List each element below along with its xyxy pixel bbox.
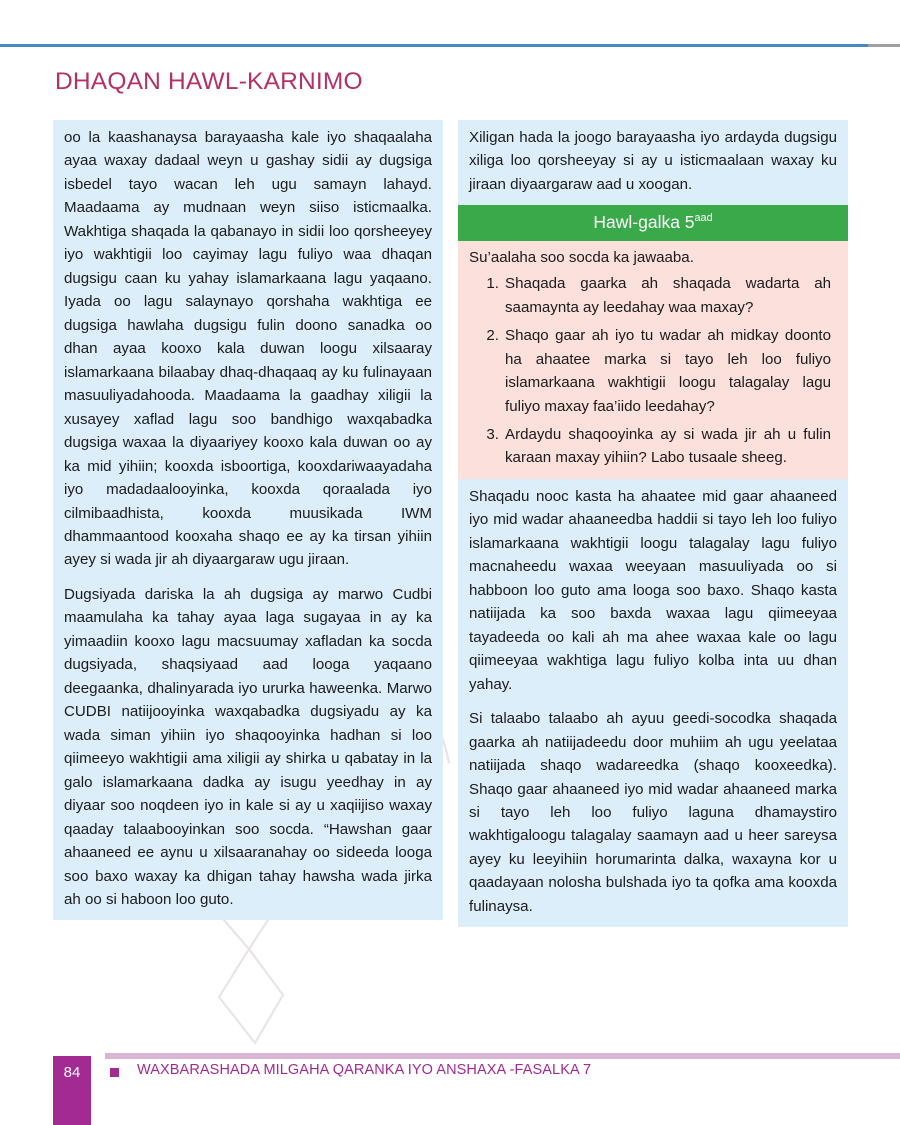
footer-title: WAXBARASHADA MILGAHA QARANKA IYO ANSHAXA -FASALKA 7 xyxy=(137,1062,592,1078)
list-item: Ardaydu shaqooyinka ay si wada jir ah u fulin karaan maxay yihiin? Labo tusaale sheeg. xyxy=(505,425,831,467)
header-rule-cap xyxy=(868,44,900,47)
right-paragraph-2: Si talaabo talaabo ah ayuu geedi-socodka shaqada gaarka ah natiijadeedu door muhiim ah ugu yeelataa natiijada shaqo wadareedka (shaqo kooxeedka). Shaqo gaar ahaaneed iyo mid wadar ahaaneed marka si tayo leh loo fuliyo laguna dhamaystiro wakhtigaloogu talagalay saamayn aad u heer sareysa ayey ku leeyihiin horumarinta dalka, waxayna kor u qaadayaan nolosha bulshada iyo ta qofka ama kooxda fulinaysa. xyxy=(469,710,837,915)
right-column xyxy=(458,120,848,927)
left-paragraph-2: Dugsiyada dariska la ah dugsiga ay marwo Cudbi maamulaha ka tahay ayaa laga sugayaa in ay ka yimaadiin kooxo lagu macsuumay xafladan ka socda dugsiyada, shaqsiyaad aad looga yaqaano deegaanka, dhalinyarada iyo ururka haweenka. Marwo CUDBI natiijooyinka waxqabadka dugsiyadu ay ka wada siman yihiin iyo shaqooyinka hadhan si loo qiimeeyo wakhtigii ama xiligii ay shirka u qabatay in la galo islamarkaana dadka ay isugu yeedhay in ay diyaar soo noqdeen iyo in kale si ay u xaqiijiso waxay qaaday talaabooyinkan soo socda. “Hawshan gaar ahaaneed ee aynu u xilsaaranahay oo sideeda looga soo baxo waxay ka dhigan tahay hawsha wada jirka ah oo si haboon loo guto. xyxy=(64,585,432,908)
left-column xyxy=(53,120,443,920)
page-number-badge: 84 xyxy=(53,1056,91,1125)
activity-banner-label: Hawl-galka 5 xyxy=(593,212,695,233)
footer-bullet-icon xyxy=(110,1068,119,1077)
activity-banner-superscript: aad xyxy=(694,212,713,225)
right-closing-block xyxy=(458,479,848,927)
left-column-text-block xyxy=(53,120,443,920)
page-title: DHAQAN HAWL-KARNIMO xyxy=(55,68,363,95)
list-item: Shaqada gaarka ah shaqada wadarta ah saamaynta ay leedahay waa maxay? xyxy=(505,275,831,316)
header-rule xyxy=(0,44,900,47)
right-intro-block xyxy=(458,120,848,205)
right-paragraph-1: Shaqadu nooc kasta ha ahaatee mid gaar ahaaneed iyo mid wadar ahaaneedba haddii si tayo leh loo fuliyo islamarkaana wakhtigii loogu talagalay lagu fuliyo macnaheedu waxaa weeyaan masuuliyada oo si habboon loo guto ama looga soo baxo. Shaqo kasta natiijada ka soo baxda waxaa lagu qiimeeyaa tayadeeda oo kali ah ma ahee waxaa kale oo lagu qiimeeyaa wakhtiga lagu fuliyo kolba inta uu dhan yahay. xyxy=(469,487,837,693)
activity-panel xyxy=(458,241,848,479)
right-intro-paragraph: Xiligan hada la joogo barayaasha iyo ardayda dugsigu xiliga loo qorsheeyay si ay u isticmaalaan waxay ku jiraan diyaargaraw aad u xoogan. xyxy=(469,129,837,193)
footer-rule xyxy=(105,1053,900,1059)
left-paragraph-1: oo la kaashanaysa barayaasha kale iyo shaqaalaha ayaa waxay dadaal weyn u gashay sidii ay dugsiga isbedel tayo wacan leh ugu samayn lahayd. Maadaama ay mudnaan weyn siiso isticmaalka. Wakhtiga shaqada la qabanayo in sidii loo qorsheeyey iyo wakhtigii loo cayimay lagu fuliyo waa dhaqan dugsigu caan ku yahay islamarkaana lagu yaqaano. Iyada oo lagu salaynayo qorshaha wakhtiga ee dugsiga hawlaha dugsigu fulin doono sanadka oo dhan ayaa kooxo kala duwan loogu xilsaaray islamarkaana bilaabay dhaq-dhaqaaq ay ku fulinayaan masuuliyadahooda. Maadaama la gaadhay xiligii la xusayey xaflad lagu soo bandhigo waxqabadka dugsiga waxaa la diyaariyey kooxo kala duwan oo ay ka mid yihiin; kooxda isboortiga, kooxdariwaayadaha iyo madadaalooyinka, kooxda qoraalada iyo cilmibaadhista, kooxda muusikada IWM dhammaantood kooxaha shaqo ee ay ka tirsan yihiin ayey si wada jir ah diyaargaraw ugu jiraan. xyxy=(64,129,432,569)
activity-banner xyxy=(458,205,848,240)
list-item: Shaqo gaar ah iyo tu wadar ah midkay doonto ha ahaatee marka si tayo leh loo fuliyo islamarkaana wakhtigii loogu talagalay lagu fuliyo maxay faa’iido leedahay? xyxy=(505,327,831,415)
activity-question-list xyxy=(469,272,837,470)
activity-instruction: Su’aalaha soo socda ka jawaaba. xyxy=(469,248,694,266)
